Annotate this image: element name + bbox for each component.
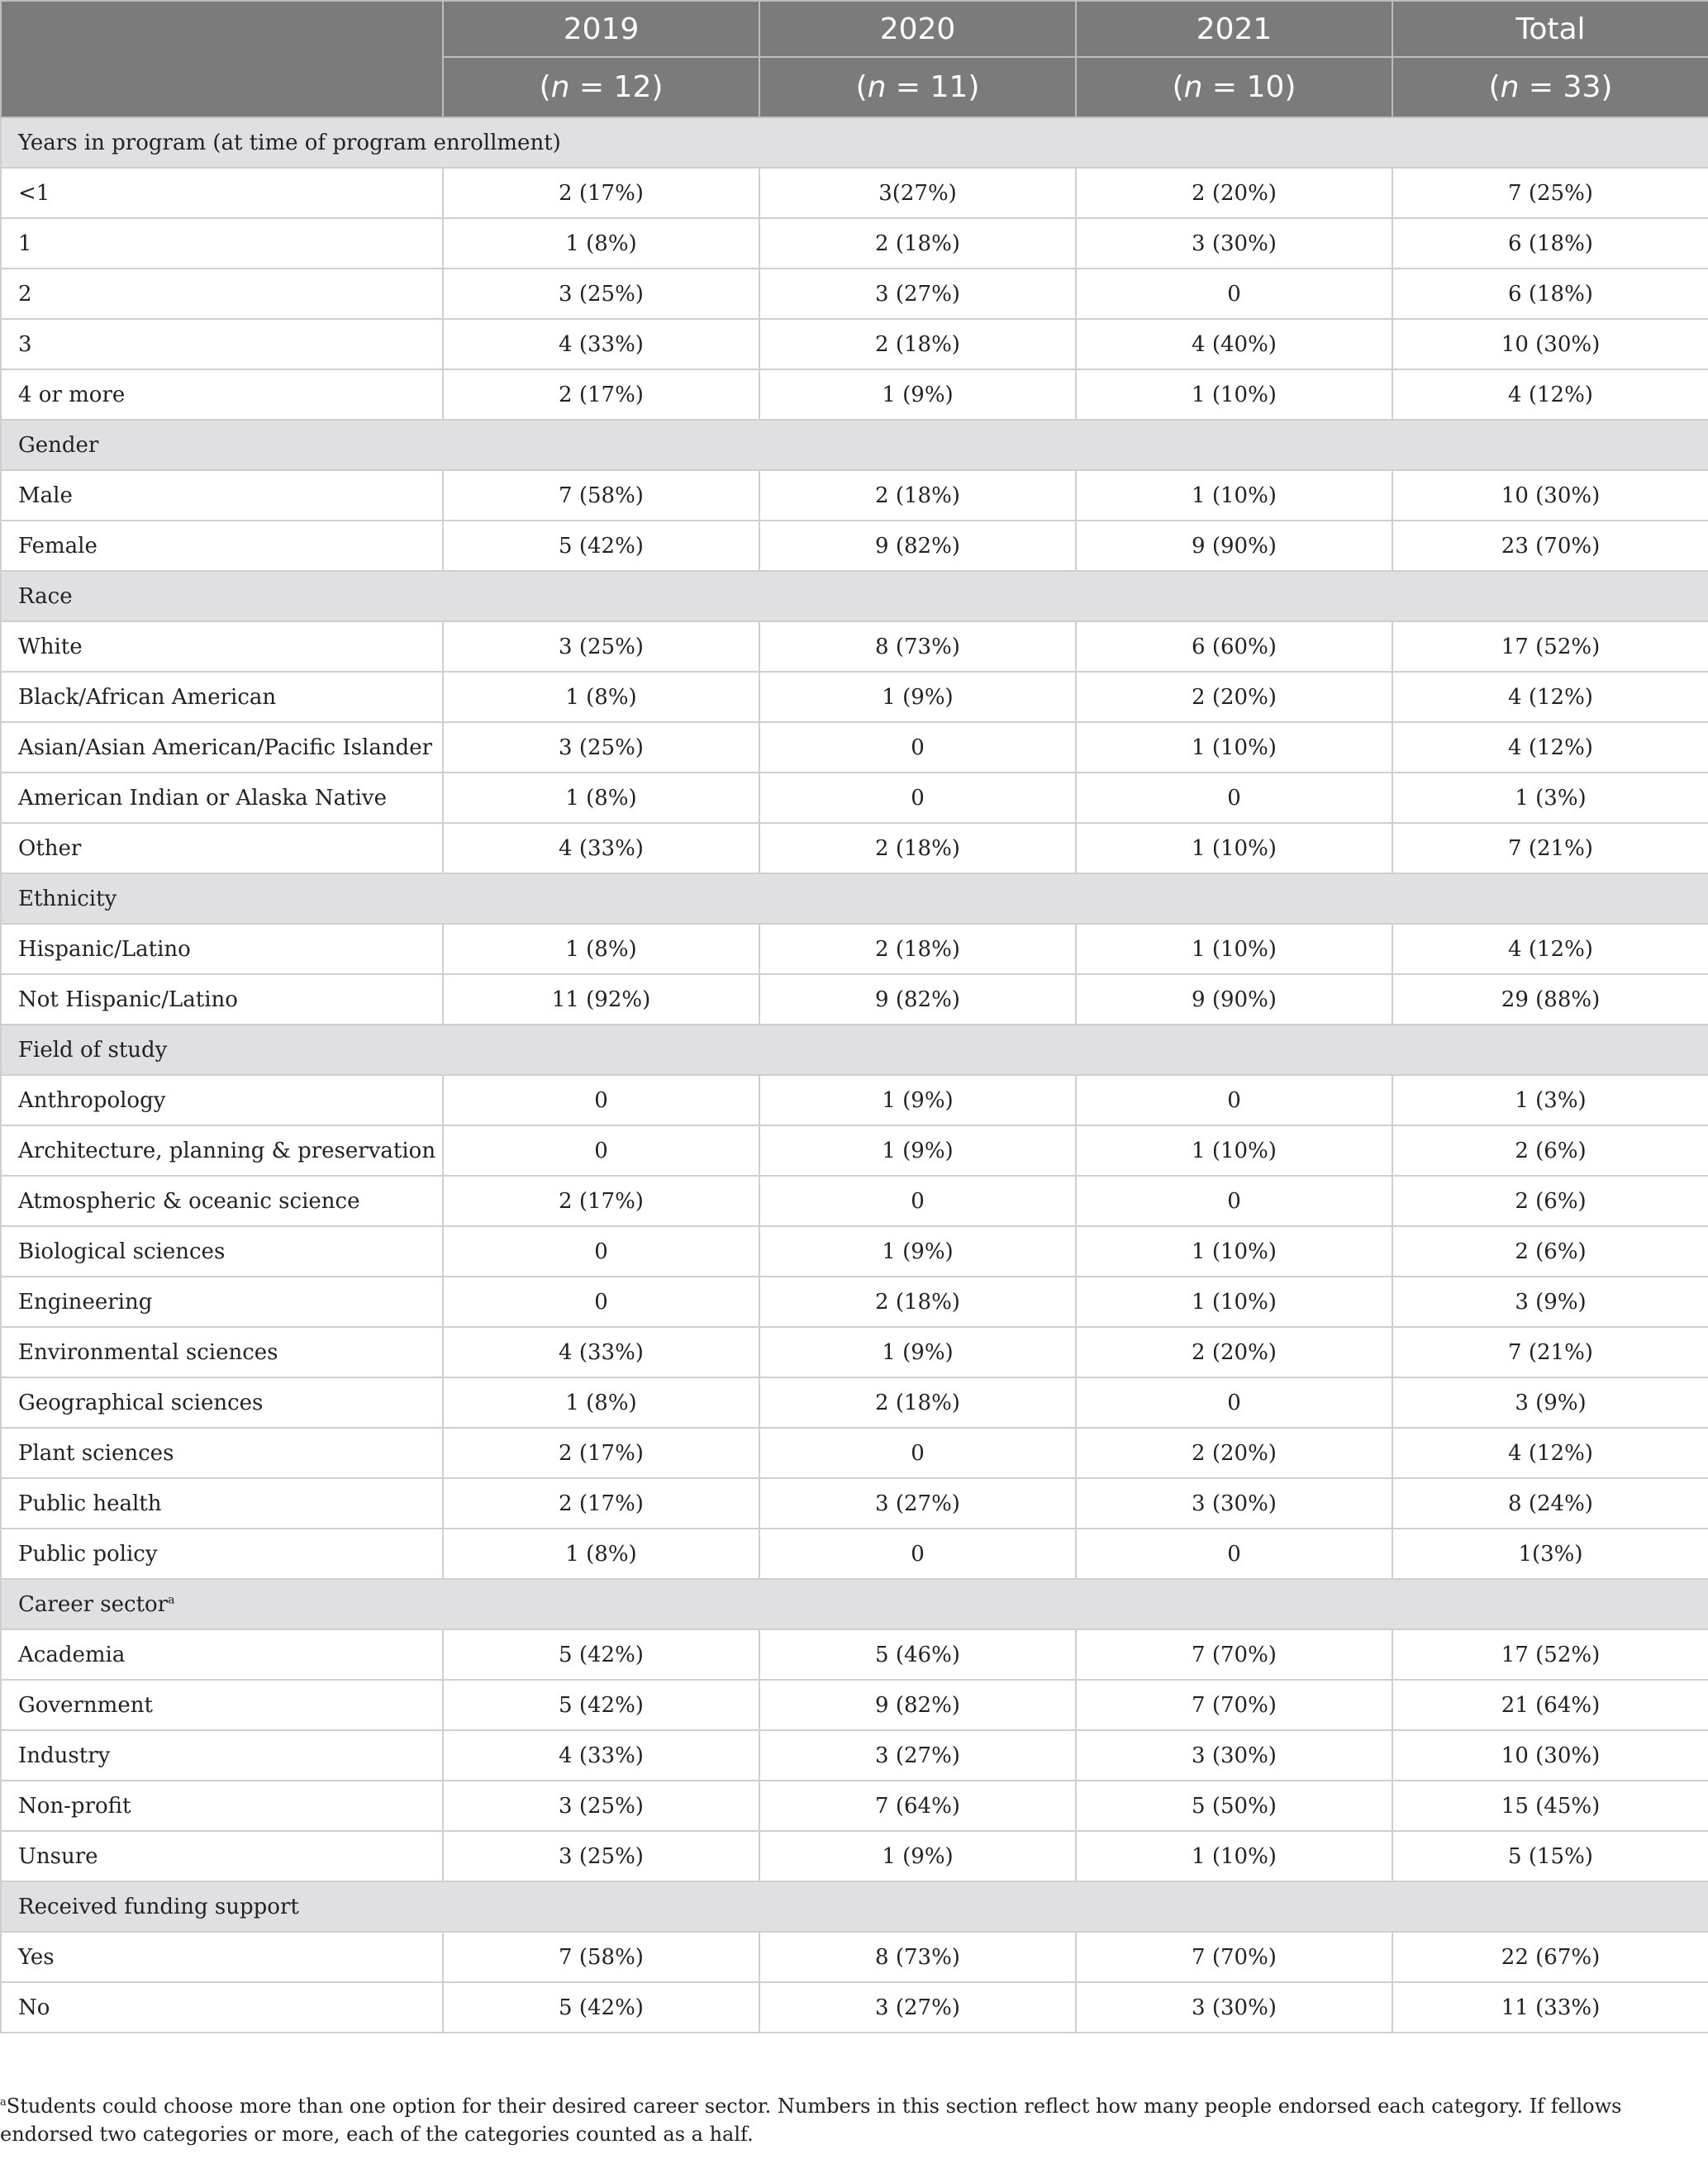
- row-label: Engineering: [1, 1277, 443, 1327]
- cell-value: 1 (10%): [1076, 1277, 1392, 1327]
- row-label: Geographical sciences: [1, 1377, 443, 1428]
- header-n-2019: (n = 12): [443, 57, 759, 117]
- cell-value: 9 (90%): [1076, 521, 1392, 571]
- section-header-row: [1, 1025, 1708, 1075]
- cell-value: 3 (27%): [759, 1982, 1076, 2033]
- cell-value: 3(27%): [759, 168, 1076, 218]
- section-header-row: [1, 1881, 1708, 1932]
- cell-value: 7 (70%): [1076, 1680, 1392, 1730]
- section-header-row: [1, 873, 1708, 924]
- cell-value: 6 (60%): [1076, 621, 1392, 672]
- section-title-text: Field of study: [18, 1037, 168, 1063]
- section-header-row: [1, 571, 1708, 621]
- cell-value: 1 (10%): [1076, 823, 1392, 873]
- cell-value: 10 (30%): [1392, 470, 1708, 521]
- cell-value: 4 (33%): [443, 1327, 759, 1377]
- cell-value: 0: [1076, 1377, 1392, 1428]
- footnote-mark: a: [0, 2096, 7, 2109]
- cell-value: 2 (17%): [443, 369, 759, 420]
- cell-value: 3 (25%): [443, 1781, 759, 1831]
- table-row: [1, 773, 1708, 823]
- cell-value: 1 (10%): [1076, 722, 1392, 773]
- cell-value: 4 (12%): [1392, 1428, 1708, 1478]
- cell-value: 7 (21%): [1392, 1327, 1708, 1377]
- table-header: [1, 1, 1708, 117]
- table-row: [1, 1327, 1708, 1377]
- table-row: [1, 1176, 1708, 1226]
- header-year-2020: 2020: [759, 1, 1076, 57]
- cell-value: 21 (64%): [1392, 1680, 1708, 1730]
- row-label: Academia: [1, 1629, 443, 1680]
- header-n-2020: (n = 11): [759, 57, 1076, 117]
- cell-value: 1 (9%): [759, 672, 1076, 722]
- cell-value: 9 (82%): [759, 974, 1076, 1025]
- row-label: Industry: [1, 1730, 443, 1781]
- cell-value: 9 (82%): [759, 521, 1076, 571]
- section-title-text: Years in program (at time of program enrollment): [18, 130, 561, 155]
- row-label: 4 or more: [1, 369, 443, 420]
- table-row: [1, 1125, 1708, 1176]
- row-label: Anthropology: [1, 1075, 443, 1125]
- cell-value: 1 (10%): [1076, 1226, 1392, 1277]
- cell-value: 5 (42%): [443, 1629, 759, 1680]
- table-row: [1, 1629, 1708, 1680]
- row-label: Yes: [1, 1932, 443, 1982]
- header-n-total: (n = 33): [1392, 57, 1708, 117]
- row-label: Not Hispanic/Latino: [1, 974, 443, 1025]
- cell-value: 1 (8%): [443, 672, 759, 722]
- section-title-text: Race: [18, 583, 73, 609]
- cell-value: 1 (8%): [443, 218, 759, 269]
- cell-value: 0: [1076, 773, 1392, 823]
- cell-value: 4 (12%): [1392, 369, 1708, 420]
- cell-value: 3 (27%): [759, 1478, 1076, 1529]
- cell-value: 22 (67%): [1392, 1932, 1708, 1982]
- cell-value: 1 (3%): [1392, 773, 1708, 823]
- cell-value: 3 (25%): [443, 621, 759, 672]
- cell-value: 0: [1076, 1075, 1392, 1125]
- header-year-row: [1, 1, 1708, 57]
- cell-value: 1(3%): [1392, 1529, 1708, 1579]
- cell-value: 4 (40%): [1076, 319, 1392, 369]
- table-row: [1, 1075, 1708, 1125]
- cell-value: 1 (9%): [759, 369, 1076, 420]
- cell-value: 4 (12%): [1392, 672, 1708, 722]
- cell-value: 2 (17%): [443, 1428, 759, 1478]
- section-title-text: Gender: [18, 432, 99, 458]
- cell-value: 2 (18%): [759, 1277, 1076, 1327]
- cell-value: 10 (30%): [1392, 319, 1708, 369]
- cell-value: 3 (25%): [443, 1831, 759, 1881]
- cell-value: 5 (46%): [759, 1629, 1076, 1680]
- cell-value: 8 (24%): [1392, 1478, 1708, 1529]
- cell-value: 2 (17%): [443, 1478, 759, 1529]
- table-row: [1, 1529, 1708, 1579]
- cell-value: 5 (42%): [443, 1680, 759, 1730]
- cell-value: 1 (8%): [443, 924, 759, 974]
- table-row: [1, 974, 1708, 1025]
- cell-value: 3 (27%): [759, 269, 1076, 319]
- cell-value: 2 (6%): [1392, 1176, 1708, 1226]
- cell-value: 0: [443, 1277, 759, 1327]
- cell-value: 5 (42%): [443, 521, 759, 571]
- cell-value: 2 (20%): [1076, 1327, 1392, 1377]
- table-row: [1, 218, 1708, 269]
- row-label: Other: [1, 823, 443, 873]
- table-row: [1, 319, 1708, 369]
- cell-value: 5 (42%): [443, 1982, 759, 2033]
- cell-value: 0: [443, 1125, 759, 1176]
- cell-value: 2 (18%): [759, 1377, 1076, 1428]
- table-row: [1, 1277, 1708, 1327]
- cell-value: 0: [1076, 269, 1392, 319]
- section-title: [1, 1579, 1708, 1629]
- section-header-row: [1, 117, 1708, 168]
- cell-value: 7 (21%): [1392, 823, 1708, 873]
- row-label: Architecture, planning & preservation: [1, 1125, 443, 1176]
- cell-value: 3 (30%): [1076, 1730, 1392, 1781]
- cell-value: 6 (18%): [1392, 218, 1708, 269]
- cell-value: 2 (6%): [1392, 1226, 1708, 1277]
- cell-value: 7 (70%): [1076, 1629, 1392, 1680]
- row-label: Male: [1, 470, 443, 521]
- table-row: [1, 1831, 1708, 1881]
- cell-value: 29 (88%): [1392, 974, 1708, 1025]
- cell-value: 17 (52%): [1392, 621, 1708, 672]
- header-n-2021: (n = 10): [1076, 57, 1392, 117]
- cell-value: 15 (45%): [1392, 1781, 1708, 1831]
- table-row: [1, 823, 1708, 873]
- cell-value: 7 (58%): [443, 1932, 759, 1982]
- cell-value: 0: [443, 1075, 759, 1125]
- section-title-text: Received funding support: [18, 1894, 299, 1919]
- section-title: [1, 571, 1708, 621]
- cell-value: 23 (70%): [1392, 521, 1708, 571]
- row-label: Government: [1, 1680, 443, 1730]
- cell-value: 11 (92%): [443, 974, 759, 1025]
- cell-value: 8 (73%): [759, 1932, 1076, 1982]
- cell-value: 6 (18%): [1392, 269, 1708, 319]
- cell-value: 1 (9%): [759, 1831, 1076, 1881]
- cell-value: 2 (18%): [759, 823, 1076, 873]
- cell-value: 3 (25%): [443, 722, 759, 773]
- cell-value: 1 (10%): [1076, 369, 1392, 420]
- row-label: Public health: [1, 1478, 443, 1529]
- cell-value: 7 (58%): [443, 470, 759, 521]
- cell-value: 0: [759, 722, 1076, 773]
- table-row: [1, 924, 1708, 974]
- row-label: 2: [1, 269, 443, 319]
- table-row: [1, 722, 1708, 773]
- cell-value: 7 (25%): [1392, 168, 1708, 218]
- row-label: Biological sciences: [1, 1226, 443, 1277]
- cell-value: 0: [1076, 1176, 1392, 1226]
- cell-value: 3 (9%): [1392, 1377, 1708, 1428]
- cell-value: 2 (17%): [443, 168, 759, 218]
- cell-value: 10 (30%): [1392, 1730, 1708, 1781]
- cell-value: 2 (18%): [759, 470, 1076, 521]
- cell-value: 1 (9%): [759, 1226, 1076, 1277]
- row-label: Public policy: [1, 1529, 443, 1579]
- table-footnote: [0, 2092, 1702, 2148]
- cell-value: 2 (20%): [1076, 1428, 1392, 1478]
- cell-value: 0: [759, 1428, 1076, 1478]
- cell-value: 1 (9%): [759, 1075, 1076, 1125]
- cell-value: 11 (33%): [1392, 1982, 1708, 2033]
- cell-value: 1 (3%): [1392, 1075, 1708, 1125]
- table-row: [1, 521, 1708, 571]
- cell-value: 9 (90%): [1076, 974, 1392, 1025]
- cell-value: 9 (82%): [759, 1680, 1076, 1730]
- row-label: Asian/Asian American/Pacific Islander: [1, 722, 443, 773]
- table-row: [1, 1932, 1708, 1982]
- cell-value: 3 (30%): [1076, 1982, 1392, 2033]
- table-row: [1, 1478, 1708, 1529]
- row-label: White: [1, 621, 443, 672]
- cell-value: 0: [759, 1529, 1076, 1579]
- cell-value: 2 (17%): [443, 1176, 759, 1226]
- cell-value: 0: [759, 773, 1076, 823]
- table-row: [1, 269, 1708, 319]
- footnote-reference: a: [168, 1592, 175, 1606]
- row-label: No: [1, 1982, 443, 2033]
- header-total: Total: [1392, 1, 1708, 57]
- cell-value: 0: [443, 1226, 759, 1277]
- cell-value: 1 (8%): [443, 773, 759, 823]
- cell-value: 0: [759, 1176, 1076, 1226]
- table-row: [1, 1982, 1708, 2033]
- table-row: [1, 369, 1708, 420]
- row-label: Non-profit: [1, 1781, 443, 1831]
- cell-value: 2 (18%): [759, 218, 1076, 269]
- row-label: Female: [1, 521, 443, 571]
- row-label: Environmental sciences: [1, 1327, 443, 1377]
- cell-value: 1 (10%): [1076, 1125, 1392, 1176]
- cell-value: 8 (73%): [759, 621, 1076, 672]
- cell-value: 3 (27%): [759, 1730, 1076, 1781]
- table-row: [1, 621, 1708, 672]
- table-row: [1, 1226, 1708, 1277]
- cell-value: 4 (33%): [443, 823, 759, 873]
- cell-value: 3 (9%): [1392, 1277, 1708, 1327]
- section-header-row: [1, 420, 1708, 470]
- row-label: <1: [1, 168, 443, 218]
- table-row: [1, 168, 1708, 218]
- table-row: [1, 1781, 1708, 1831]
- cell-value: 2 (20%): [1076, 168, 1392, 218]
- row-label: American Indian or Alaska Native: [1, 773, 443, 823]
- row-label: 1: [1, 218, 443, 269]
- section-title-text: Career sector: [18, 1591, 169, 1617]
- footnote-text: Students could choose more than one option for their desired career sector. Numbers in this section reflect how many people endorsed each category. If fellows endorsed two categories or more, each of the categories counted as a half.: [0, 2095, 1622, 2146]
- cell-value: 3 (30%): [1076, 218, 1392, 269]
- cell-value: 1 (9%): [759, 1125, 1076, 1176]
- cell-value: 1 (10%): [1076, 924, 1392, 974]
- section-title-text: Ethnicity: [18, 886, 117, 911]
- cell-value: 4 (33%): [443, 319, 759, 369]
- section-title: [1, 1881, 1708, 1932]
- cell-value: 7 (64%): [759, 1781, 1076, 1831]
- cell-value: 3 (30%): [1076, 1478, 1392, 1529]
- cell-value: 1 (10%): [1076, 470, 1392, 521]
- cell-value: 3 (25%): [443, 269, 759, 319]
- row-label: Unsure: [1, 1831, 443, 1881]
- section-title: [1, 873, 1708, 924]
- cell-value: 5 (50%): [1076, 1781, 1392, 1831]
- cell-value: 4 (12%): [1392, 924, 1708, 974]
- table-row: [1, 672, 1708, 722]
- table-row: [1, 1730, 1708, 1781]
- cell-value: 1 (8%): [443, 1377, 759, 1428]
- table-row: [1, 1377, 1708, 1428]
- table-row: [1, 470, 1708, 521]
- cell-value: 1 (9%): [759, 1327, 1076, 1377]
- cell-value: 2 (18%): [759, 319, 1076, 369]
- cell-value: 5 (15%): [1392, 1831, 1708, 1881]
- section-title: [1, 1025, 1708, 1075]
- cell-value: 7 (70%): [1076, 1932, 1392, 1982]
- section-header-row: [1, 1579, 1708, 1629]
- table-row: [1, 1428, 1708, 1478]
- header-year-2021: 2021: [1076, 1, 1392, 57]
- cell-value: 2 (18%): [759, 924, 1076, 974]
- header-year-2019: 2019: [443, 1, 759, 57]
- cell-value: 4 (33%): [443, 1730, 759, 1781]
- row-label: Atmospheric & oceanic science: [1, 1176, 443, 1226]
- cell-value: 4 (12%): [1392, 722, 1708, 773]
- row-label: 3: [1, 319, 443, 369]
- cell-value: 2 (6%): [1392, 1125, 1708, 1176]
- cell-value: 17 (52%): [1392, 1629, 1708, 1680]
- header-blank-cell: [1, 1, 443, 117]
- cell-value: 2 (20%): [1076, 672, 1392, 722]
- cell-value: 1 (10%): [1076, 1831, 1392, 1881]
- table-body: [1, 117, 1708, 2033]
- section-title: [1, 420, 1708, 470]
- cell-value: 0: [1076, 1529, 1392, 1579]
- cell-value: 1 (8%): [443, 1529, 759, 1579]
- row-label: Plant sciences: [1, 1428, 443, 1478]
- section-title: [1, 117, 1708, 168]
- row-label: Black/African American: [1, 672, 443, 722]
- row-label: Hispanic/Latino: [1, 924, 443, 974]
- table-row: [1, 1680, 1708, 1730]
